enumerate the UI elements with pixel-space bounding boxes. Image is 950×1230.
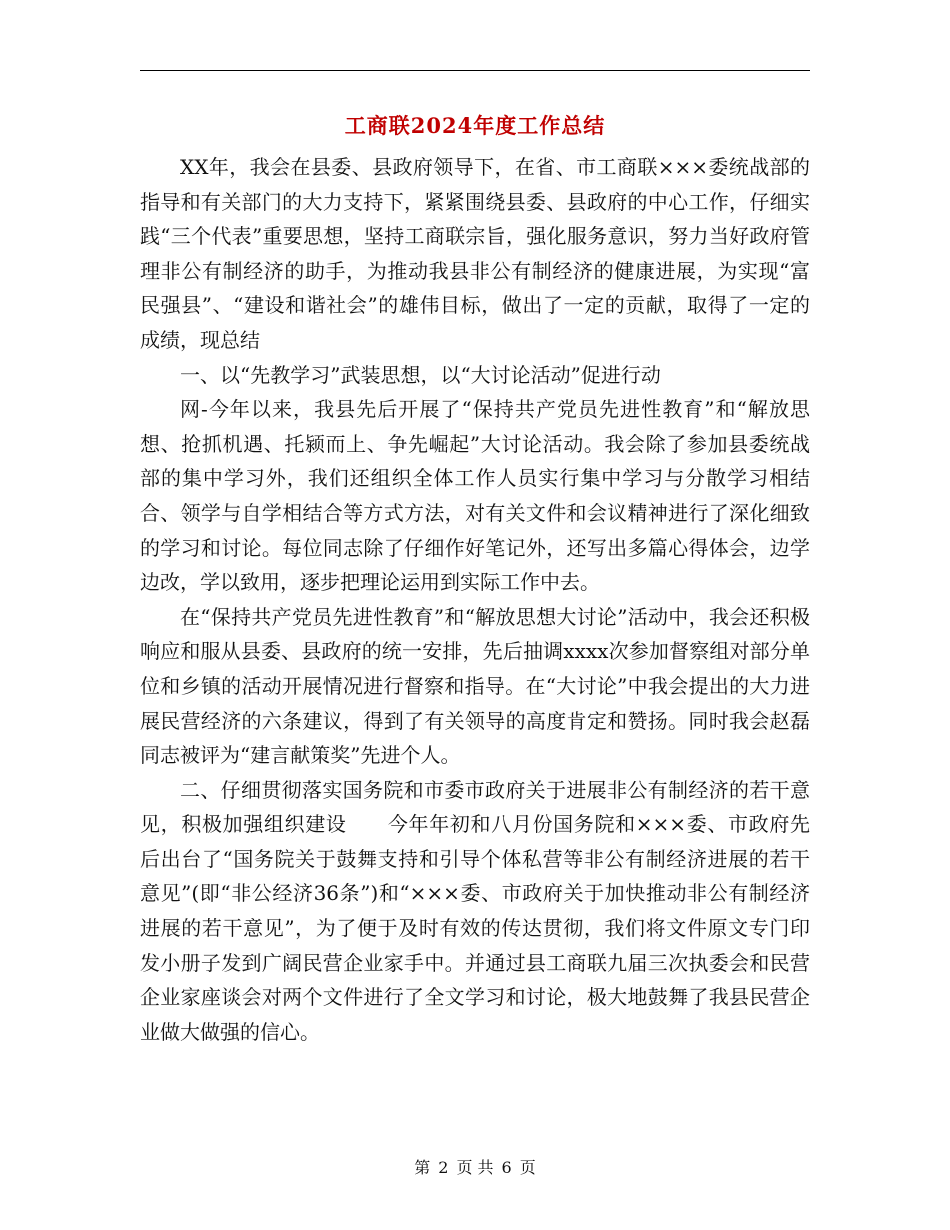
section-heading-1: 一、以“先教学习”武装思想，以“大讨论活动”促进行动 [180,362,661,387]
footer-prefix: 第 [414,1158,431,1177]
footer-suffix: 页 [519,1158,536,1177]
page-number: 2 [438,1158,449,1177]
document-body [140,150,810,1049]
section-heading-2: 二、仔细贯彻落实国务院和市委市政府关于进展非公有制经济的若干意见，积极加强组织建设 今年年初和八月份国务院和×××委、市政府先后出台了“国务院关于鼓舞支持和引导个体私营等非公有制经济进展的若干意见”(即“非公经济36条”)和“×××委、市政府关于加快推动非公有制经济进展的若干意见”，为了便于及时有效的传达贯彻，我们将文件原文专门印发小册子发到广阔民营企业家手中。并通过县工商联九届三次执委会和民营企业家座谈会对两个文件进行了全文学习和讨论，极大地鼓舞了我县民营企业做大做强的信心。 [140,777,810,1044]
page-total: 6 [501,1158,512,1177]
page-footer [0,1155,950,1178]
paragraph-discussion: 在“保持共产党员先进性教育”和“解放思想大讨论”活动中，我会还积极响应和服从县委、县政府的统一安排，先后抽调xxxx次参加督察组对部分单位和乡镇的活动开展情况进行督察和指导。在“大讨论”中我会提出的大力进展民营经济的六条建议，得到了有关领导的高度肯定和赞扬。同时我会赵磊同志被评为“建言献策奖”先进个人。 [140,604,810,768]
footer-middle: 页 共 [456,1158,494,1177]
document-title: 工商联2024年度工作总结 [344,113,606,138]
paragraph-study: 网-今年以来，我县先后开展了“保持共产党员先进性教育”和“解放思想、抢抓机遇、托颍而上、争先崛起”大讨论活动。我会除了参加县委统战部的集中学习外，我们还组织全体工作人员实行集中学习与分散学习相结合、领学与自学相结合等方式方法，对有关文件和会议精神进行了深化细致的学习和讨论。每位同志除了仔细作好笔记外，还写出多篇心得体会，边学边改，学以致用，逐步把理论运用到实际工作中去。 [140,397,810,595]
header-rule [140,70,810,71]
paragraph-intro: XX年，我会在县委、县政府领导下，在省、市工商联×××委统战部的指导和有关部门的大力支持下，紧紧围绕县委、县政府的中心工作，仔细实践“三个代表”重要思想，坚持工商联宗旨，强化服务意识，努力当好政府管理非公有制经济的助手，为推动我县非公有制经济的健康进展，为实现“富民强县”、“建设和谐社会”的雄伟目标，做出了一定的贡献，取得了一定的成绩，现总结 [140,155,810,352]
